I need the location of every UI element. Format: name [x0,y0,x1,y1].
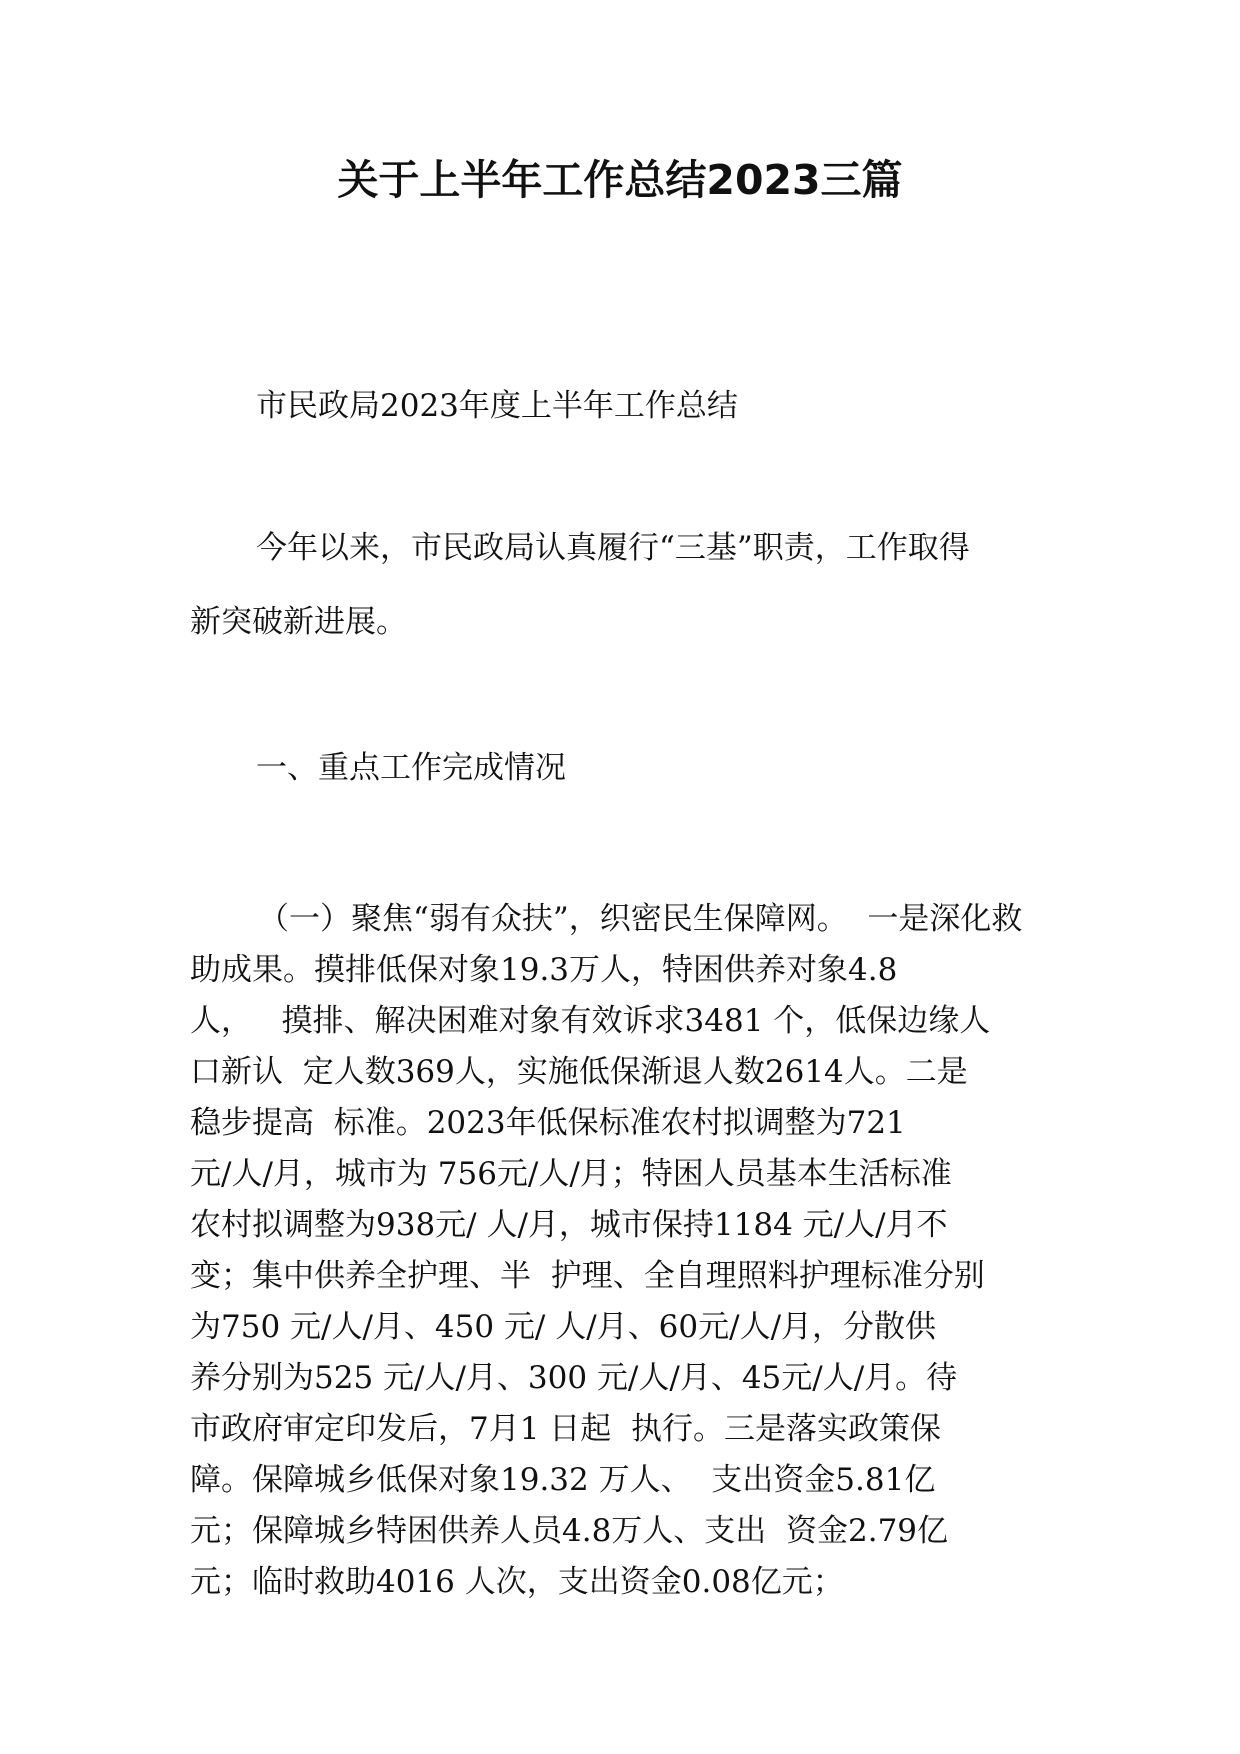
paragraph-line: 障。保障城乡低保对象19.32 万人、 支出资金5.81亿 [190,1462,936,1498]
paragraph-line: （一）聚焦“弱有众扶”，织密民生保障网。 一是深化救 [258,901,1023,937]
paragraph-line: 口新认 定人数369人，实施低保渐退人数2614人。二是 [190,1054,968,1090]
paragraph-line: 为750 元/人/月、450 元/ 人/月、60元/人/月，分散供 [190,1309,937,1345]
paragraph-line: 稳步提高 标准。2023年低保标准农村拟调整为721 [190,1105,906,1141]
intro-line-2: 新突破新进展。 [190,604,407,640]
paragraph-line: 人， 摸排、解决困难对象有效诉求3481 个，低保边缘人 [190,1003,991,1039]
intro-line-1: 今年以来，市民政局认真履行“三基”职责，工作取得 [256,530,970,566]
paragraph-line: 元；临时救助4016 人次，支出资金0.08亿元； [190,1564,844,1600]
paragraph-line: 农村拟调整为938元/ 人/月，城市保持1184 元/人/月不 [190,1207,948,1243]
paragraph-line: 元/人/月，城市为 756元/人/月；特困人员基本生活标准 [190,1156,952,1192]
paragraph-line: 元；保障城乡特困供养人员4.8万人、支出 资金2.79亿 [190,1513,949,1549]
paragraph-line: 变；集中供养全护理、半 护理、全自理照料护理标准分别 [190,1258,985,1294]
paragraph-line: 市政府审定印发后，7月1 日起 执行。三是落实政策保 [190,1411,942,1447]
document-subtitle: 市民政局2023年度上半年工作总结 [256,388,738,424]
paragraph-line: 助成果。摸排低保对象19.3万人，特困供养对象4.8 [190,952,898,988]
paragraph-line: 养分别为525 元/人/月、300 元/人/月、45元/人/月。待 [190,1360,958,1396]
section-heading: 一、重点工作完成情况 [256,750,566,786]
document-title: 关于上半年工作总结2023三篇 [337,156,903,204]
